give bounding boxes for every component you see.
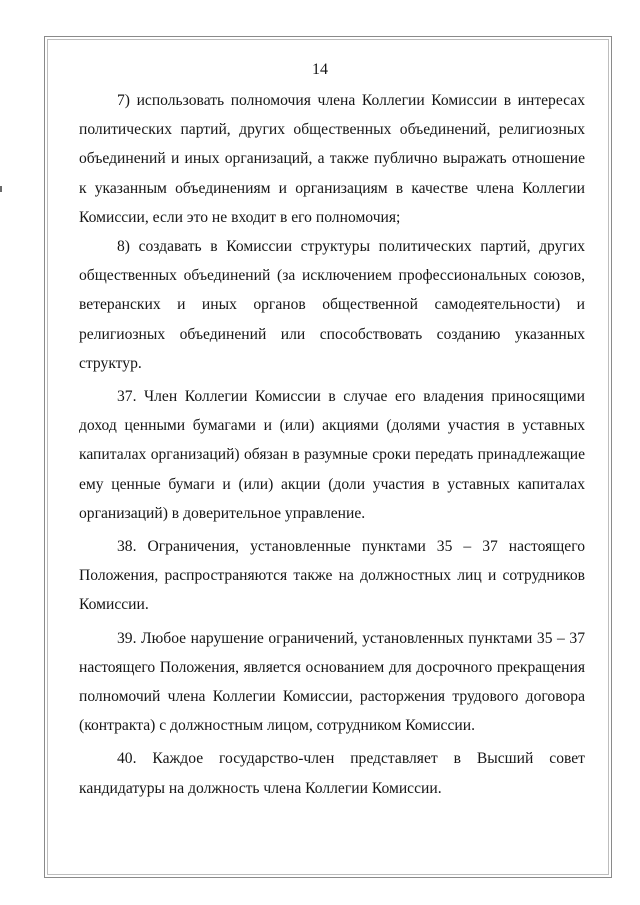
paragraph-39: 39. Любое нарушение ограничений, установленных пунктами 35 – 37 настоящего Положения, является основанием для досрочного прекращения полномочий члена Коллегии Комиссии, расторжения трудового договора (контракта) с должностным лицом, сотрудником Комиссии.: [79, 629, 585, 735]
paragraph-40: 40. Каждое государство-член представляет в Высший совет кандидатуры на должность члена Коллегии Комиссии.: [79, 750, 585, 797]
paragraph-38: 38. Ограничения, установленные пунктами 35 – 37 настоящего Положения, распространяются также на должностных лиц и сотрудников Комиссии.: [79, 538, 585, 614]
paragraph-37: 37. Член Коллегии Комиссии в случае его владения приносящими доход ценными бумагами и (или) акциями (долями участия в уставных капиталах организаций) обязан в разумные сроки передать принадлежащие ему ценные бумаги и (или) акции (доли участия в уставных капиталах организаций) в доверительное управление.: [79, 388, 585, 522]
paragraph-item-7: 7) использовать полномочия члена Коллегии Комиссии в интересах политических партий, других общественных объединений, религиозных объединений и иных организаций, а также публично выражать отношение к указанным объединениям и организациям в качестве члена Коллегии Комиссии, если это не входит в его полномочия;: [79, 92, 585, 226]
paragraph-item-8: 8) создавать в Комиссии структуры политических партий, других общественных объединений (за исключением профессиональных союзов, ветеранских и иных органов общественной самодеятельности) и религиозных объединений или способствовать созданию указанных структур.: [79, 238, 585, 372]
scan-mark: [0, 186, 2, 192]
document-body: [79, 86, 585, 803]
page-number: 14: [312, 61, 328, 78]
